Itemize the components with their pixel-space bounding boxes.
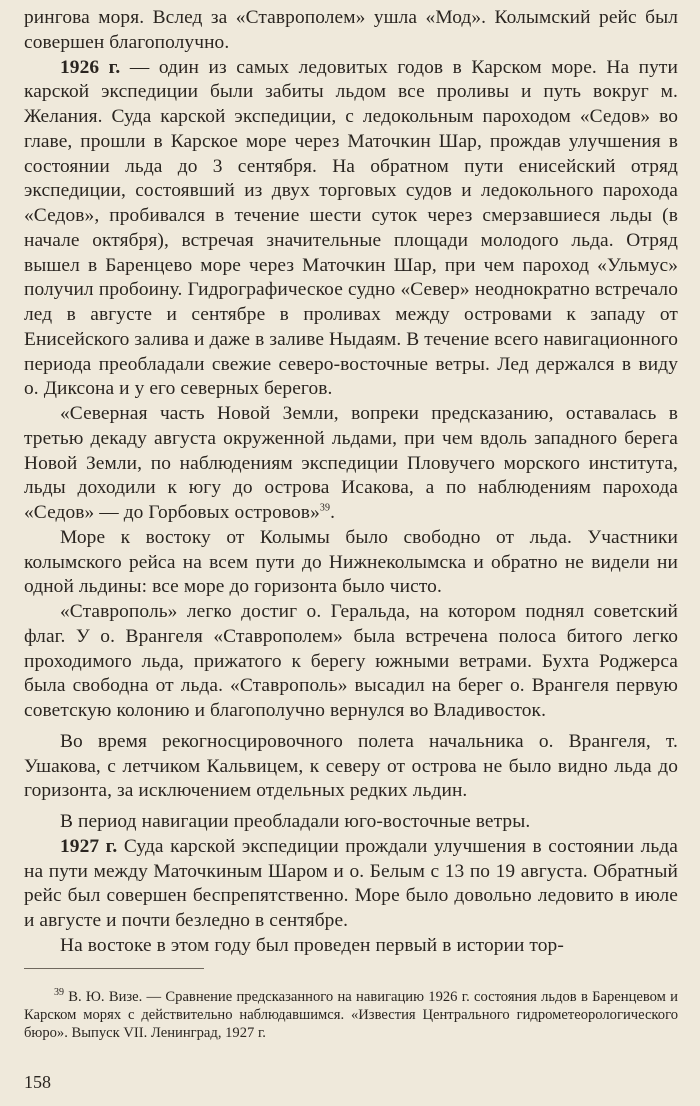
year-heading-1926: 1926 г. — [60, 56, 121, 78]
paragraph-flight — [24, 730, 678, 804]
paragraph-winds-text: В период навигации преобладали юго-восточные ветры. — [60, 811, 531, 832]
paragraph-quote-text: «Северная часть Новой Земли, вопреки предсказанию, оставалась в третью декаду августа окруженной льдами, при чем вдоль западного берега Новой Земли, по наблюдениям экспедиции Пловучего морского института, льды доходили к югу до острова Исакова, а по наблюдениям парохода «Седов» — до Горбовых островов» — [24, 403, 678, 523]
paragraph-1927-text: Суда карской экспедиции прождали улучшения в состоянии льда на пути между Маточкиным Шаром и о. Белым с 13 по 19 августа. Обратный рейс был совершен беспрепятственно. Море было довольно ледовито в июле и августе и почти безледно в сентябре. — [24, 835, 678, 931]
paragraph-stavropol — [24, 600, 678, 724]
page-number: 158 — [24, 1072, 51, 1092]
paragraph-kolyma — [24, 526, 678, 600]
year-heading-1927: 1927 г. — [60, 835, 118, 857]
footnote — [24, 988, 678, 1042]
paragraph-stavropol-text: «Ставрополь» легко достиг о. Геральда, на котором поднял советский флаг. У о. Врангеля «Ставрополем» была встречена полоса битого легко проходимого льда, прижатого к берегу южными ветрами. Бухта Роджерса была свободна от льда. «Ставрополь» высадил на берег о. Врангеля первую советскую колонию и благополучно вернулся во Владивосток. — [24, 601, 678, 721]
paragraph-east-text: На востоке в этом году был проведен первый в истории тор- — [60, 934, 564, 956]
paragraph-1 — [24, 6, 678, 56]
main-text — [24, 6, 678, 959]
footnote-number: 39 — [54, 987, 64, 999]
paragraph-1926 — [24, 56, 678, 403]
paragraph-winds — [24, 810, 678, 835]
footnote-reference: 39 — [319, 502, 331, 514]
paragraph-kolyma-text: Море к востоку от Колымы было свободно от льда. Участники колымского рейса на всем пути до Нижнеколымска и обратно не видели ни одной льдины: все море до горизонта было чисто. — [24, 526, 678, 598]
footnote-divider — [24, 968, 204, 969]
paragraph-east — [24, 934, 678, 959]
paragraph-quote-tail: . — [330, 502, 336, 523]
paragraph-1926-text: — один из самых ледовитых годов в Карском море. На пути карской экспедиции были забиты льдом все проливы и путь вокруг м. Желания. Суда карской экспедиции, с ледокольным пароходом «Седов» во главе, прошли в Карское море через Маточкин Шар, прождав улучшения в состоянии льда до 3 сентября. На обратном пути енисейский отряд экспедиции, состоявший из двух торговых судов и ледокольного парохода «Седов», пробивался в течение шести суток через смерзавшиеся льды (в начале октября), встречая значительные площади молодого льда. Отряд вышел в Баренцево море через Маточкин Шар, при чем пароход «Ульмус» получил пробоину. Гидрографическое судно «Север» неоднократно встречало лед в августе и сентябре в проливах между островами к западу от Енисейского залива и даже в заливе Ныдаям. В течение всего навигационного периода преобладали свежие северо-восточные ветры. Лед держался в виду о. Диксона и у его северных берегов. — [24, 56, 678, 400]
paragraph-flight-text: Во время рекогносцировочного полета начальника о. Врангеля, т. Ушакова, с летчиком Кальвицем, к северу от острова не было видно льда до горизонта, за исключением отдельных редких льдин. — [24, 730, 678, 802]
paragraph-1-text: рингова моря. Вслед за «Ставрополем» ушла «Мод». Колымский рейс был совершен благополучно. — [24, 7, 678, 53]
paragraph-1927 — [24, 835, 678, 934]
footnote-text: В. Ю. Визе. — Сравнение предсказанного на навигацию 1926 г. состояния льдов в Баренцевом и Карском морях с действительно наблюдавшимся. «Известия Центрального гидрометеорологического бюро». Выпуск VII. Ленинград, 1927 г. — [24, 989, 678, 1041]
paragraph-quote — [24, 402, 678, 526]
